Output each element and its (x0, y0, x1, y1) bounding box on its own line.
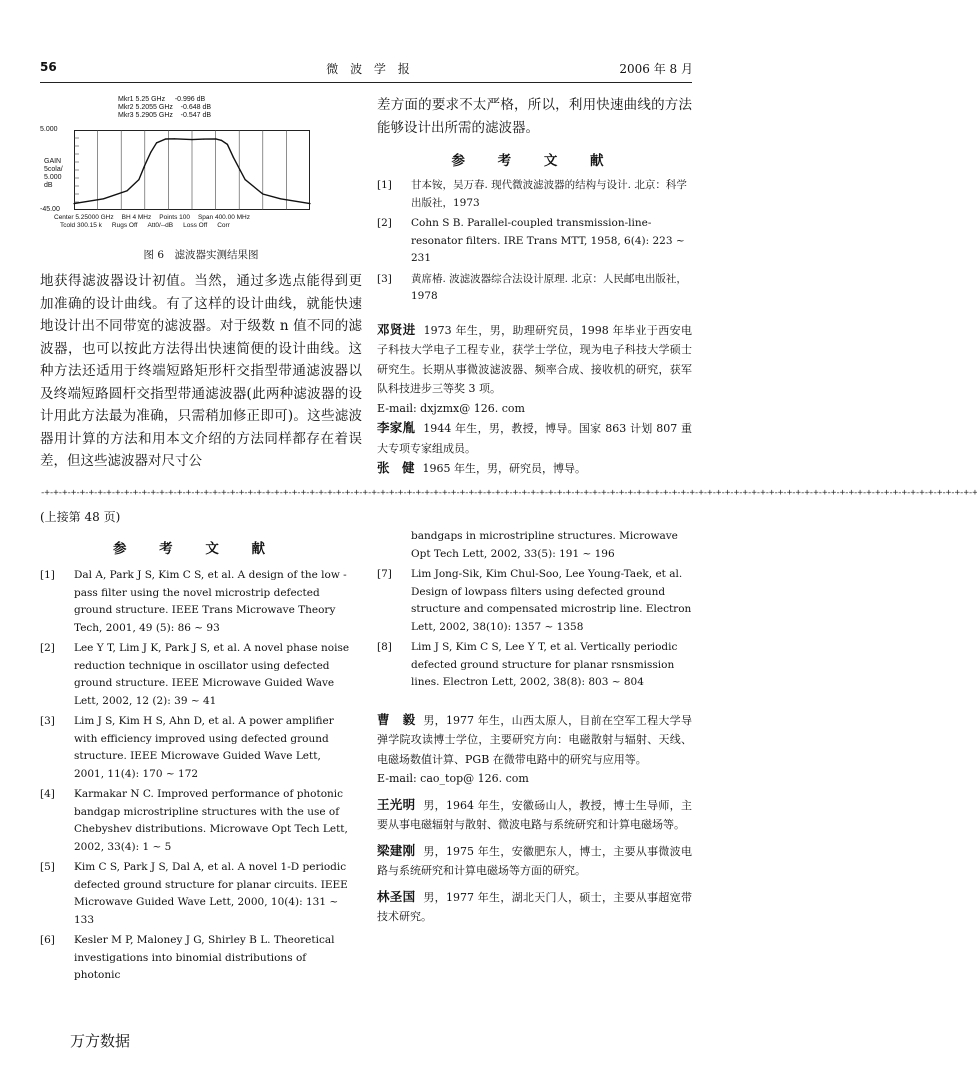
author-bio: 张 健 1965 年生，男，研究员，博导。 (377, 460, 587, 475)
data-point (150, 152, 151, 153)
reference-item: [1] Dal A, Park J S, Kim C S, et al. A design of the low - pass filter using the novel microstrip defected ground structure. IEEE Trans Microwave Theory Tech, 2001, 49 (5): 86 ~ 93 (40, 569, 347, 634)
data-point (245, 179, 246, 180)
reference-item: [2] Lee Y T, Lim J K, Park J S, et al. A novel phase noise reduction technique in oscillator using defected ground structure. IEEE Microwave Guided Wave Lett, 2002, 12 (2): 39 ~ 41 (40, 642, 350, 707)
author-bios (377, 320, 692, 479)
y-bottom-label: -45.00 (40, 206, 60, 213)
reference-item: [2] Cohn S B. Parallel-coupled transmission-line-resonator filters. IRE Trans MTT, 1958, 6(4): 223 ~ 231 (377, 217, 685, 264)
reference-item: [3] 黄席椿. 波滤波器综合法设计原理. 北京：人民邮电出版社，1978 (377, 272, 687, 302)
data-point (156, 142, 157, 143)
chart-footer (42, 214, 342, 230)
body-paragraph-cont: 差方面的要求不太严格，所以，利用快速曲线的方法能够设计出所需的滤波器。 (377, 97, 692, 136)
journal-name: 微 波 学 报 (326, 62, 414, 76)
author-bio: 王光明 男，1964 年生，安徽砀山人，教授，博士生导师，主要从事电磁辐射与散射、微波电路与系统研究和计算电磁场等。 (377, 796, 692, 831)
data-point (127, 190, 128, 191)
data-point (221, 140, 222, 141)
data-point (138, 179, 139, 180)
reference-list (40, 567, 352, 985)
reference-item: [1] 甘本铵，吴万春. 现代微波滤波器的结构与设计. 北京：科学出版社，1973 (377, 179, 687, 209)
author-bio: 林圣国 男，1977 年生，湖北天门人，硕士，主要从事超宽带技术研究。 (377, 888, 692, 923)
section-separator: -+-+-+-+-+-+-+-+-+-+-+-+-+-+-+-+-+-+-+-+-+-+-+-+-+-+-+-+-+-+-+-+-+-+-+-+-+-+-+-+-+-+-+-+-+-+-+-+-+-+-+-+-+-+-+-+-+-+-+-+-+-+-+-+-+-+-+-+-+-+-+-+-+-+-+-+-+-+-+-+-+-+-+-+-+-+-+-+-+-+-+-+-+-+-+-+-+-+-+-+-+-+-+-+-+-+ (40, 488, 977, 498)
reference-list (377, 177, 692, 306)
author-bio: 邓贤进 1973 年生，男，助理研究员，1998 年毕业于西安电子科技大学电子工程专业，获学士学位，现为电子科技大学硕士研究生。长期从事微波滤波器、频率合成、接收机的研究，获军队科技进步三等奖 3 项。 (377, 321, 692, 395)
author-bios (377, 710, 692, 927)
footer-rugs: Rugs Off (111, 222, 138, 229)
data-point (215, 138, 216, 139)
reference-item: [3] Lim J S, Kim H S, Ahn D, et al. A power amplifier with efficiency improved using defected ground structure. IEEE Microwave Guided Wave Lett, 2001, 11(4): 170 ~ 172 (40, 715, 334, 780)
chart-plot (74, 130, 310, 210)
continued-note: (上接第 48 页) (40, 510, 121, 524)
bottom-left-column (40, 508, 352, 985)
footer-corr: Corr (217, 222, 230, 229)
page-number: 56 (40, 60, 57, 74)
footer-att: Att0/--dB (147, 222, 174, 229)
author-email: E-mail: dxjzmx@ 126. com (377, 401, 525, 415)
data-point (174, 138, 175, 139)
figure-caption: 图 6 滤波器实测结果图 (143, 249, 259, 261)
footer-span: Span 400.00 MHz (197, 214, 251, 221)
author-email: E-mail: cao_top@ 126. com (377, 772, 529, 785)
reference-item: [7] Lim Jong-Sik, Kim Chul-Soo, Lee Young-Taek, et al. Design of lowpass filters using defected ground structure and compensated microstrip line. Electron Lett, 2002, 38(10): 1357 ~ 1358 (377, 568, 692, 633)
marker-row: Mkr3 5.2905 GHz -0.547 dB (118, 112, 212, 119)
data-point (262, 193, 263, 194)
data-point (73, 203, 74, 204)
data-point (103, 198, 104, 199)
author-bio: 李家胤 1944 年生，男，教授，博导。国家 863 计划 807 重大专项专家组成员。 (377, 420, 692, 455)
marker-readout (118, 96, 211, 120)
author-bio: 曹 毅 男，1977 年生，山西太原人，目前在空军工程大学导弹学院攻读博士学位，主要研究方向：电磁散射与辐射、天线、电磁场数值计算、PGB 在微带电路中的研究与应用等。 (377, 711, 692, 766)
data-point (309, 203, 310, 204)
footer-bw: BH 4 MHz (121, 214, 152, 221)
reference-item: [5] Kim C S, Park J S, Dal A, et al. A novel 1-D periodic defected ground structure for planar circuits. IEEE Microwave Guided Wave Lett, 2000, 10(4): 131 ~ 133 (40, 861, 348, 926)
header-rule (40, 82, 692, 83)
footer-points: Points 100 (159, 214, 190, 221)
references-heading: 参 考 文 献 (112, 541, 280, 557)
references-heading: 参 考 文 献 (451, 153, 618, 169)
marker-row: Mkr2 5.2055 GHz -0.648 dB (118, 104, 212, 111)
reference-item: [4] Karmakar N C. Improved performance of photonic bandgap microstripline structures with the use of Chebyshev distributions. Microwave Opt Tech Lett, 2002, 33(4): 1 ~ 5 (40, 788, 348, 853)
data-point (191, 139, 192, 140)
data-point (227, 144, 228, 145)
data-point (233, 157, 234, 158)
data-point (165, 138, 166, 139)
issue-date: 2006 年 8 月 (619, 62, 693, 76)
y-axis-label: GAIN 5cola/ 5.000 dB (44, 158, 63, 189)
reference-item: [8] Lim J S, Kim C S, Lee Y T, et al. Vertically periodic defected ground structure for planar rsnsmission lines. Electron Lett, 2002, 38(8): 803 ~ 804 (377, 641, 678, 688)
reference-item: [6] Kesler M P, Maloney J G, Shirley B L. Theoretical investigations into binomial distributions of photonic (40, 934, 335, 981)
figure-6 (40, 94, 360, 264)
left-column (40, 270, 362, 473)
author-bio: 梁建刚 男，1975 年生，安徽肥东人，博士，主要从事微波电路与系统研究和计算电磁场等方面的研究。 (377, 842, 692, 877)
data-point (203, 139, 204, 140)
footer-tcold: Tcold 300.15 k (60, 222, 102, 229)
footer-loss: Loss Off (183, 222, 208, 229)
watermark: 万方数据 (70, 1032, 131, 1050)
y-top-label: 5.000 (40, 126, 58, 133)
reference-item-cont: bandgaps in microstripline structures. Microwave Opt Tech Lett, 2002, 33(5): 191 ~ 196 (411, 530, 678, 560)
bottom-right-column (377, 528, 692, 927)
data-point (144, 165, 145, 166)
data-point (280, 198, 281, 199)
footer-center: Center 5.25000 GHz (54, 214, 114, 221)
body-paragraph: 地获得滤波器设计初值。当然，通过多选点能得到更加准确的设计曲线。有了这样的设计曲线，就能快速地设计出不同带宽的滤波器。对于级数 n 值不同的滤波器，也可以按此方法得出快速简便的设计曲线。这种方法还适用于终端短路矩形杆交指型带通滤波器以及终端短路圆杆交指型带通滤波器(此两种滤波器的设计用此方法最为准确，只需稍加修正即可)。这些滤波器用计算的方法和用本文介绍的方法同样都存在着误差，但这些滤波器对尺寸公 (40, 273, 362, 469)
marker-row: Mkr1 5.25 GHz -0.996 dB (118, 96, 206, 103)
right-column (377, 94, 692, 479)
